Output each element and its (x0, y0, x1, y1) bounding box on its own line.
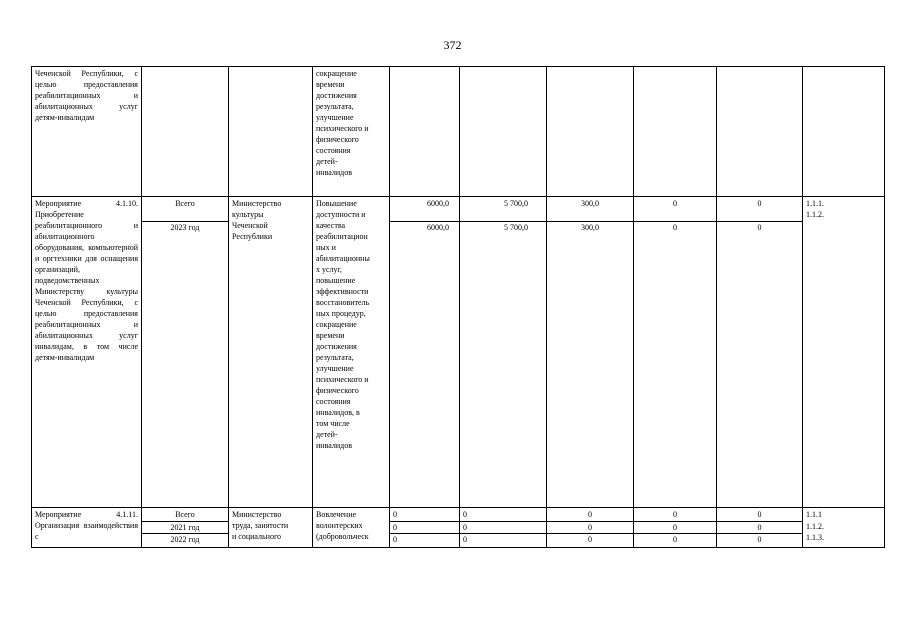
value-year: 0 (390, 521, 459, 533)
value-total: 0 (393, 510, 397, 519)
executor: Министерство культуры Чеченской Республики (229, 197, 313, 508)
value-total: 0 (588, 510, 592, 519)
indicator-code: 1.1.2. (806, 522, 824, 531)
value-year: 0 (634, 521, 716, 533)
value-cell (717, 67, 803, 197)
table-row (32, 197, 885, 508)
value-cell (634, 67, 717, 197)
value-year: 0 (634, 221, 716, 233)
executor-cell (229, 67, 313, 197)
value-total: 6000,0 (427, 199, 449, 208)
indicator-code: 1.1.3. (806, 533, 824, 542)
executor: Министерство труда, занятости и социального (229, 508, 313, 548)
value-year: 0 (717, 533, 802, 545)
value-total: 300,0 (581, 199, 599, 208)
value-year: 0 (634, 533, 716, 545)
indicator-code: 1.1.1 (806, 510, 822, 519)
value-year: 0 (717, 521, 802, 533)
indicator-codes: 1.1.1. 1.1.2. (803, 197, 885, 508)
page-number: 372 (443, 38, 462, 52)
value-year: 0 (390, 533, 459, 545)
measure-description: Чеченской Республики, с целью предоставления реабилитационных и абилитационных услуг детям-инвалидам (32, 67, 142, 197)
value-year: 5 700,0 (460, 221, 546, 233)
value-year: 0 (717, 221, 802, 233)
value-cell (460, 67, 547, 197)
value-year: 6000,0 (390, 221, 459, 233)
value-year: 0 (547, 521, 633, 533)
measure-description: Мероприятие 4.1.11. Организация взаимодействия с (32, 508, 142, 548)
indicator-codes (803, 67, 885, 197)
expected-result: Повышение доступности и качества реабилитацион ных и абилитационны х услуг, повышение эффективности восстановитель ных процедур, сокращение времени достижения результата, улучшение психического и физического состояния инвалидов, в том числе детей- инвалидов (313, 197, 390, 508)
value-total: 0 (673, 199, 677, 208)
value-cell (547, 67, 634, 197)
year-label: 2023 год (142, 221, 228, 233)
value-cell (390, 67, 460, 197)
value-total: 5 700,0 (504, 199, 528, 208)
expected-result: Вовлечение волонтерских (добровольческ (313, 508, 390, 548)
expected-result: сокращение времени достижения результата, улучшение психического и физического состояния детей- инвалидов (313, 67, 390, 197)
value-year: 300,0 (547, 221, 633, 233)
value-year: 0 (460, 533, 546, 545)
value-total: 0 (463, 510, 467, 519)
measure-description: Мероприятие 4.1.10. Приобретение реабилитационного и абилитационного оборудования, компьютерной и оргтехники для оснащения организаций, подведомственных Министерству культуры Чеченской Республики, с целью предоставления реабилитационных и абилитационных услуг инвалидам, в том числе детям-инвалидам (32, 197, 142, 508)
year-label: Всего (175, 510, 195, 519)
table-row (32, 67, 885, 197)
program-table (31, 66, 885, 548)
year-label: 2021 год (142, 521, 228, 533)
table-row (32, 508, 885, 548)
value-total: 0 (757, 199, 762, 208)
year-label: Всего (175, 199, 195, 208)
value-year: 0 (547, 533, 633, 545)
value-total: 0 (757, 510, 762, 519)
year-label: 2022 год (142, 533, 228, 545)
value-year: 0 (460, 521, 546, 533)
value-total: 0 (673, 510, 677, 519)
year-cell (142, 67, 229, 197)
